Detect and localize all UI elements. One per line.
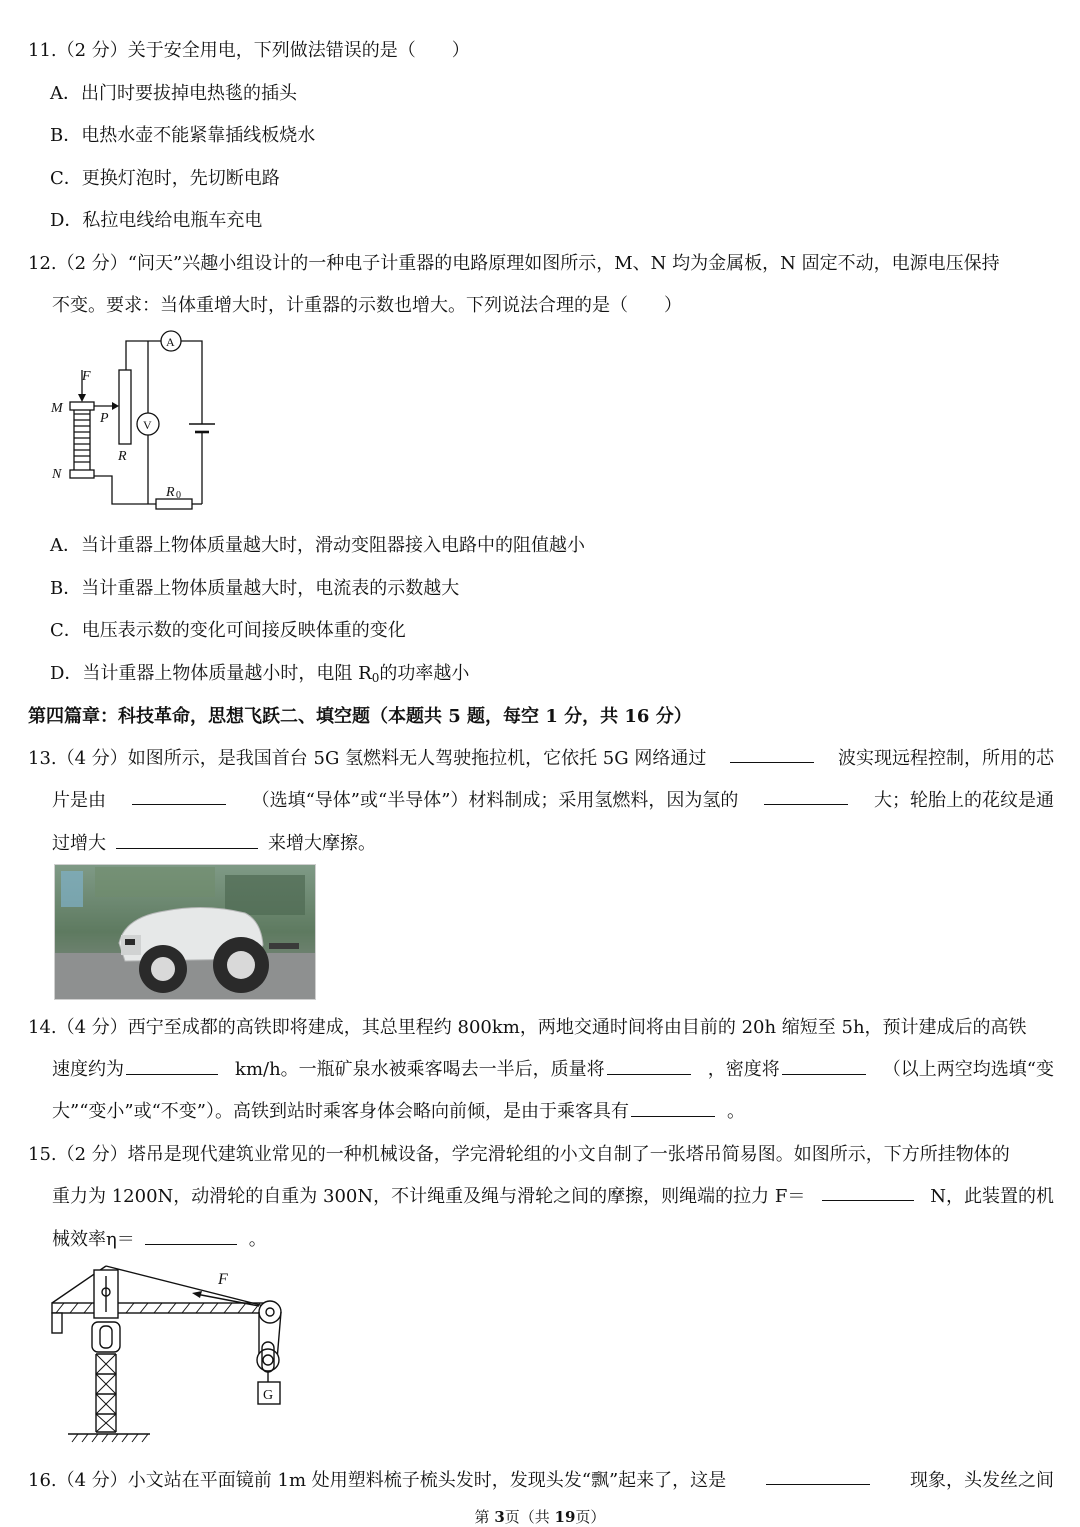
q14-line2: 速度约为 km/h。一瓶矿泉水被乘客喝去一半后，质量将 ，密度将 （以上两空均选填“变 <box>52 1055 1054 1081</box>
section-heading: 第四篇章：科技革命，思想飞跃二、填空题（本题共 5 题，每空 1 分，共 16 分） <box>28 706 692 727</box>
answer-blank[interactable] <box>764 786 848 805</box>
q11-option-c: C．更换灯泡时，先切断电路 <box>50 168 280 189</box>
crane-mast-lattice <box>96 1354 116 1432</box>
plate-m <box>70 402 94 410</box>
q16-line1: 16.（4 分）小文站在平面镜前 1m 处用塑料梳子梳头发时，发现头发“飘”起来了，这是 现象，头发丝之间 <box>28 1466 1054 1492</box>
page-number: 3 <box>494 1508 505 1526</box>
label-m: M <box>51 401 63 416</box>
q12-option-b: B．当计重器上物体质量越大时，电流表的示数越大 <box>50 578 460 599</box>
label-p: P <box>100 411 109 426</box>
answer-blank[interactable] <box>116 830 258 849</box>
q12-option-d: D．当计重器上物体质量越小时，电阻 $R_0$的功率越小 <box>50 663 470 685</box>
q11-option-d: D．私拉电线给电瓶车充电 <box>50 210 263 231</box>
label-a: A <box>166 335 175 349</box>
label-r0: R <box>166 485 175 500</box>
fixed-pulley <box>259 1301 281 1323</box>
page-footer: 第 3页（共 19页） <box>474 1508 606 1526</box>
label-n: N <box>52 467 62 482</box>
q13-line2: 片是由 （选填“导体”或“半导体”）材料制成；采用氢燃料，因为氢的 大；轮胎上的花纹是通 <box>52 786 1054 812</box>
label-f: F <box>218 1271 228 1288</box>
q11-option-a: A．出门时要拔掉电热毯的插头 <box>50 83 297 104</box>
q11-stem: 11.（2 分）关于安全用电，下列做法错误的是（ ） <box>28 40 470 61</box>
resistor-r0-symbol <box>156 499 192 509</box>
label-r0-subscript: 0 <box>176 490 181 501</box>
label-f: F <box>82 369 91 384</box>
circuit-wire <box>126 341 202 412</box>
plate-n <box>70 470 94 478</box>
q12-stem-line1: 12.（2 分）“问天”兴趣小组设计的一种电子计重器的电路原理如图所示，M、N 均为金属板，N 固定不动，电源电压保持 <box>28 253 1000 274</box>
q14-line3: 大”“变小”或“不变”）。高铁到站时乘客身体会略向前倾，是由于乘客具有 。 <box>52 1097 745 1123</box>
q15-line3: 械效率η＝ 。 <box>52 1225 267 1251</box>
page-total: 19 <box>554 1508 576 1526</box>
answer-blank[interactable] <box>822 1182 914 1201</box>
label-g: G <box>263 1388 274 1403</box>
answer-blank[interactable] <box>126 1056 218 1075</box>
q13-line1: 13.（4 分）如图所示，是我国首台 5G 氢燃料无人驾驶拖拉机，它依托 5G 网络通过 波实现远程控制，所用的芯 <box>28 744 1054 770</box>
answer-blank[interactable] <box>782 1056 866 1075</box>
q15-line2: 重力为 1200N，动滑轮的自重为 300N，不计绳重及绳与滑轮之间的摩擦，则绳端的拉力 F＝ N，此装置的机 <box>52 1182 1054 1208</box>
rheostat-r-symbol <box>119 370 131 444</box>
tractor-photo <box>54 864 316 1000</box>
answer-blank[interactable] <box>145 1226 237 1245</box>
answer-blank[interactable] <box>730 744 814 763</box>
q14-line1: 14.（4 分）西宁至成都的高铁即将建成，其总里程约 800km，两地交通时间将由目前的 20h 缩短至 5h，预计建成后的高铁 <box>28 1017 1027 1038</box>
answer-blank[interactable] <box>607 1056 691 1075</box>
q12-option-c: C．电压表示数的变化可间接反映体重的变化 <box>50 620 406 641</box>
answer-blank[interactable] <box>631 1098 715 1117</box>
tower-crane-diagram <box>46 1262 292 1446</box>
label-v: V <box>143 418 152 432</box>
q12-option-a: A．当计重器上物体质量越大时，滑动变阻器接入电路中的阻值越小 <box>50 535 585 556</box>
q11-option-b: B．电热水壶不能紧靠插线板烧水 <box>50 125 316 146</box>
q15-line1: 15.（2 分）塔吊是现代建筑业常见的一种机械设备，学完滑轮组的小文自制了一张塔吊简易图。如图所示，下方所挂物体的 <box>28 1144 1010 1165</box>
q13-line3: 过增大 来增大摩擦。 <box>52 829 376 855</box>
spring-symbol <box>74 410 90 470</box>
q12-stem-line2: 不变。要求：当体重增大时，计重器的示数也增大。下列说法合理的是（ ） <box>52 295 682 316</box>
weighing-circuit-diagram <box>46 326 226 518</box>
label-r: R <box>118 449 127 464</box>
answer-blank[interactable] <box>766 1466 870 1485</box>
answer-blank[interactable] <box>132 786 226 805</box>
movable-pulley <box>257 1349 279 1371</box>
counterweight <box>52 1313 62 1333</box>
